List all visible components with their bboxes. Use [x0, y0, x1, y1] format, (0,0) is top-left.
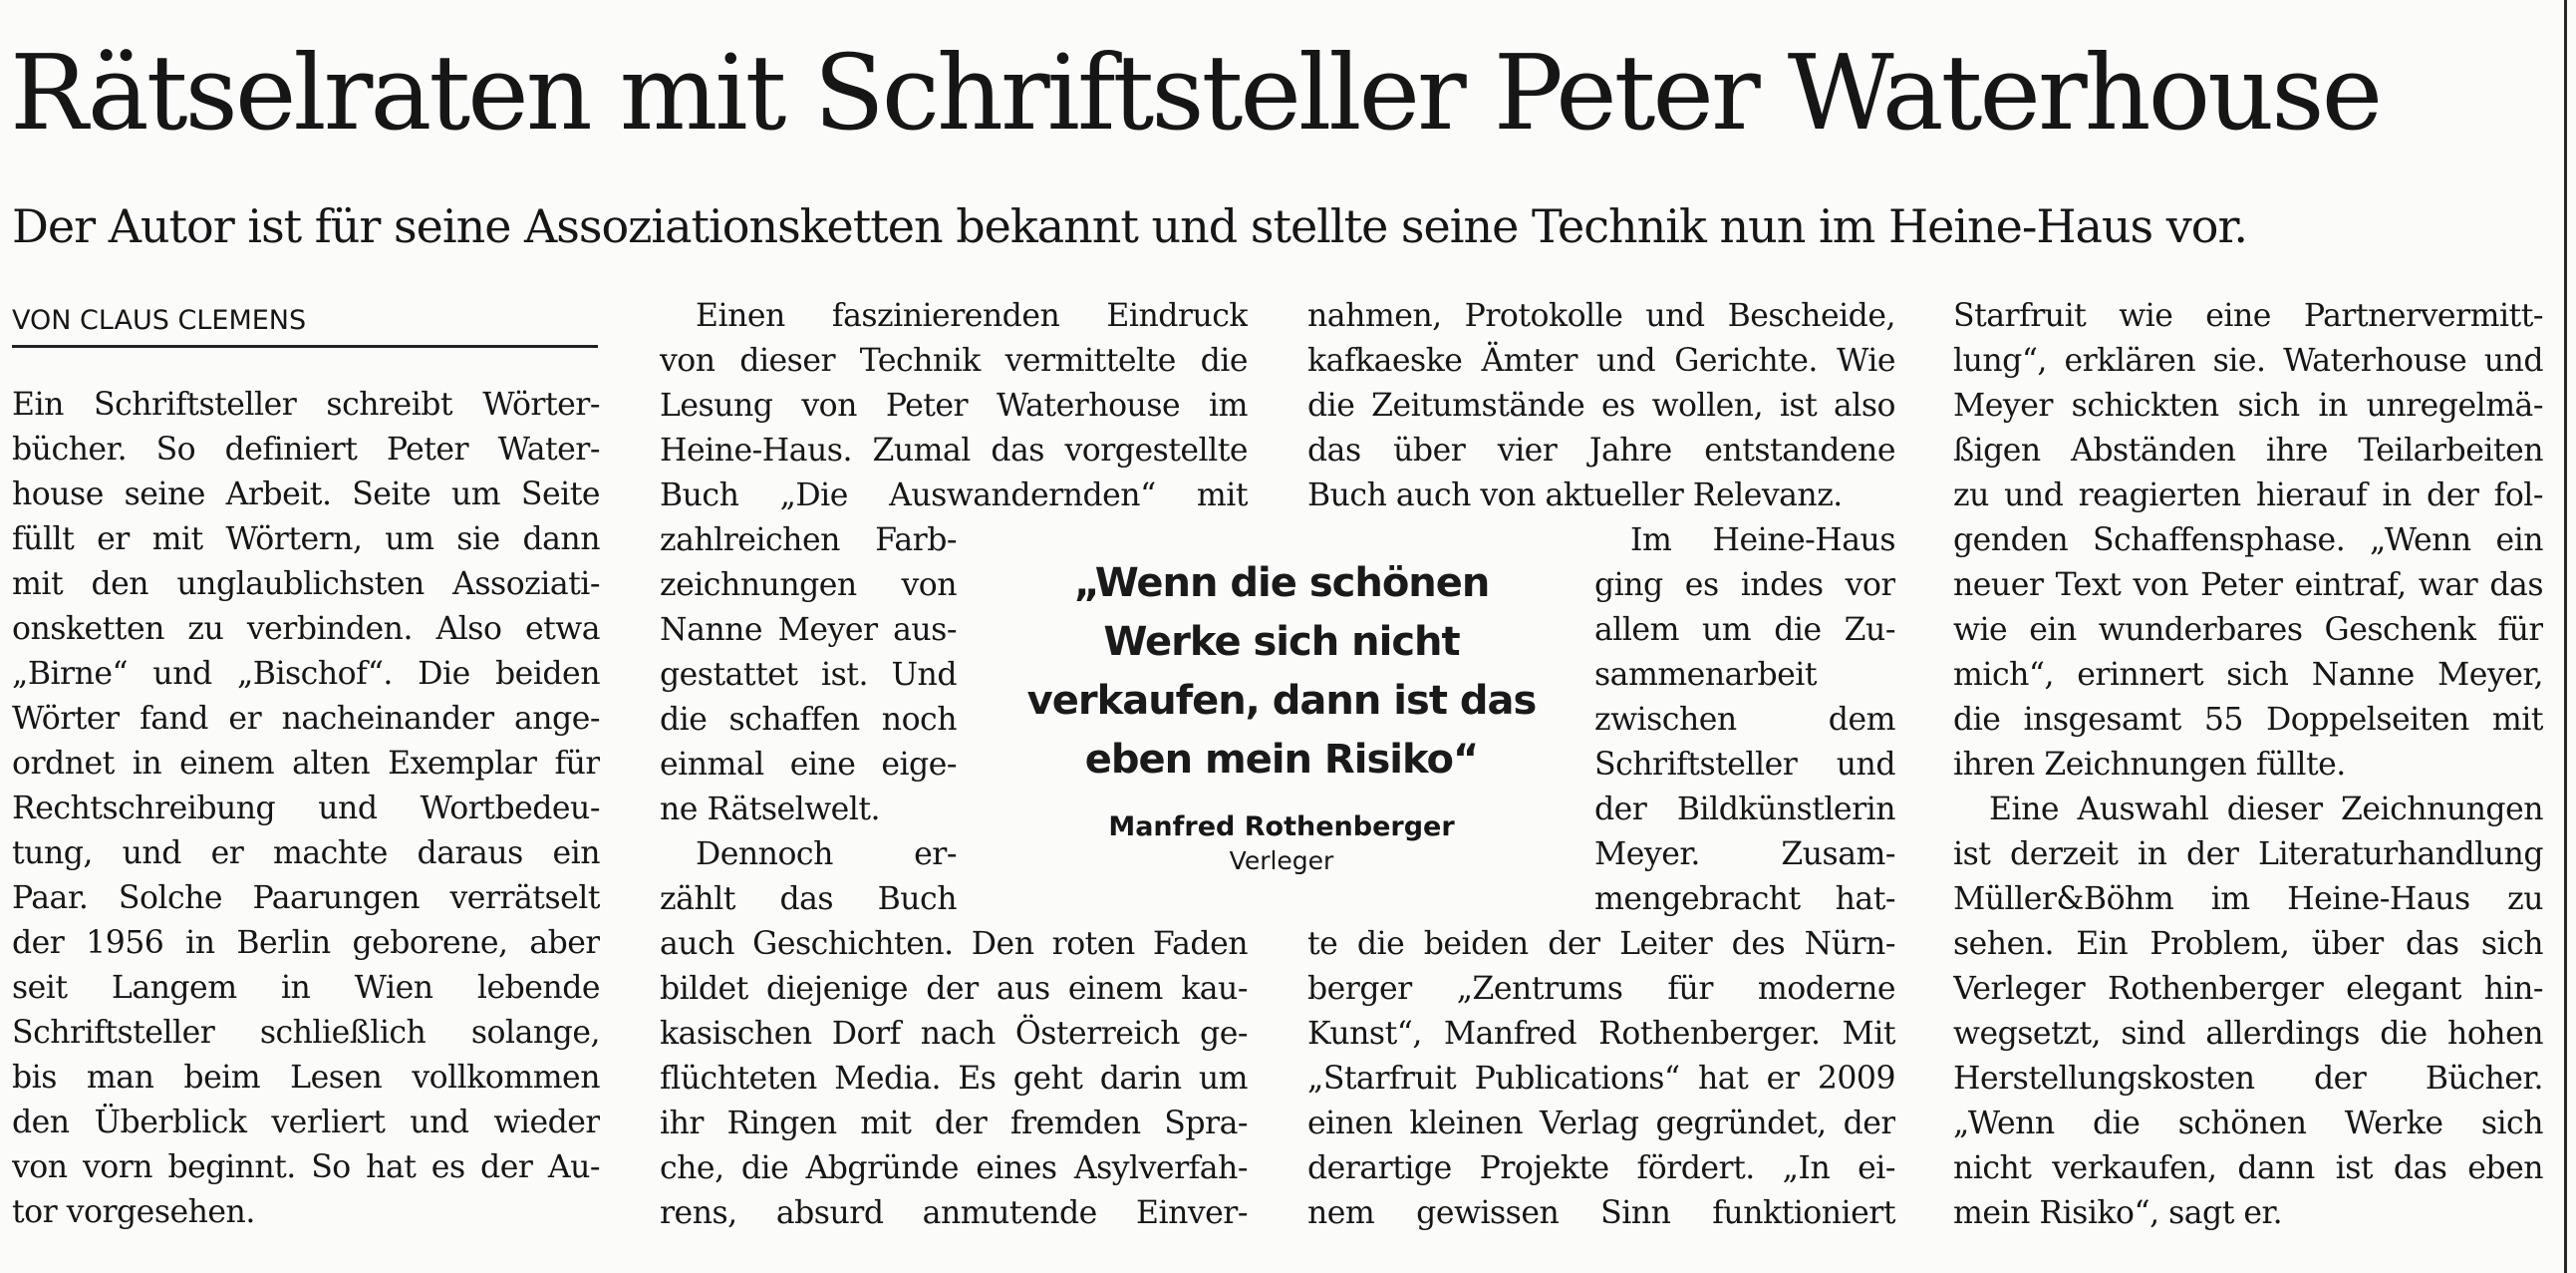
- text-line: Paar. Solche Paarungen verrätselt: [12, 880, 600, 916]
- text-line: die insgesamt 55 Doppelseiten mit: [1953, 702, 2543, 738]
- text-line: „Starfruit Publications“ hat er 2009: [1307, 1061, 1895, 1097]
- pull-quote-line: eben mein Risiko“: [1084, 737, 1479, 783]
- pull-quote-line: Werke sich nicht: [1103, 619, 1460, 665]
- text-line: zählt das Buch: [660, 881, 957, 917]
- text-line: lung“, erklären sie. Waterhouse und: [1953, 343, 2543, 379]
- text-line: die schaffen noch: [660, 702, 957, 738]
- article-column-3-narrow: [1594, 518, 1895, 922]
- text-line: Buch auch von aktueller Relevanz.: [1307, 477, 1843, 513]
- pull-quote: [999, 554, 1565, 790]
- text-line: „Wenn die schönen Werke sich: [1953, 1106, 2543, 1141]
- text-line: mich“, erinnert sich Nanne Meyer,: [1953, 657, 2543, 693]
- text-line: rens, absurd anmutende Einver-: [660, 1195, 1248, 1231]
- article-column-2-narrow: [660, 518, 957, 922]
- text-line: Müller&Böhm im Heine-Haus zu: [1953, 881, 2543, 917]
- pull-quote-line: verkaufen, dann ist das: [1026, 678, 1537, 724]
- text-line: zeichnungen von: [660, 567, 957, 603]
- text-line: flüchteten Media. Es geht darin um: [660, 1061, 1248, 1097]
- text-line: berger „Zentrums für moderne: [1307, 971, 1895, 1007]
- text-line: die Zeitumstände es wollen, ist also: [1307, 388, 1895, 424]
- text-line: füllt er mit Wörtern, um sie dann: [12, 521, 600, 557]
- text-line: Wörter fand er nacheinander ange-: [12, 701, 600, 737]
- text-line: Heine-Haus. Zumal das vorgestellte: [660, 433, 1248, 469]
- text-line: genden Schaffensphase. „Wenn ein: [1953, 522, 2543, 558]
- text-line: zwischen dem: [1594, 702, 1895, 738]
- byline: VON CLAUS CLEMENS: [12, 299, 598, 348]
- text-line: Nanne Meyer aus-: [660, 612, 957, 648]
- text-line: der Bildkünstlerin: [1594, 792, 1895, 827]
- article-column-3-bottom: [1307, 922, 1895, 1236]
- text-line: ne Rätselwelt.: [660, 792, 881, 827]
- text-line: zahlreichen Farb-: [660, 522, 957, 558]
- text-line: mein Risiko“, sagt er.: [1953, 1195, 2283, 1231]
- pull-quote-author: Manfred Rothenberger: [1108, 811, 1455, 842]
- article-column-2-top: [660, 294, 1248, 518]
- text-line: ist derzeit in der Literaturhandlung: [1953, 836, 2543, 872]
- text-line: einmal eine eige-: [660, 747, 957, 783]
- text-line: house seine Arbeit. Seite um Seite: [12, 477, 600, 512]
- text-line: nahmen, Protokolle und Bescheide,: [1307, 298, 1895, 334]
- text-line: mengebracht hat-: [1594, 881, 1895, 917]
- text-line: Eine Auswahl dieser Zeichnungen: [1989, 792, 2543, 827]
- text-line: tor vorgesehen.: [12, 1194, 255, 1230]
- text-line: von vorn beginnt. So hat es der Au-: [12, 1149, 600, 1185]
- article-column-3-top: [1307, 294, 1895, 518]
- text-line: onsketten zu verbinden. Also etwa: [12, 611, 600, 647]
- text-line: kasischen Dorf nach Österreich ge-: [660, 1016, 1248, 1052]
- text-line: sammenarbeit: [1594, 657, 1817, 693]
- text-line: ßigen Abständen ihre Teilarbeiten: [1953, 433, 2543, 469]
- article-column-2-bottom: [660, 922, 1248, 1236]
- text-line: sehen. Ein Problem, über das sich: [1953, 926, 2543, 962]
- text-line: gestattet ist. Und: [660, 657, 957, 693]
- text-line: Verleger Rothenberger elegant hin-: [1953, 971, 2543, 1007]
- text-line: Schriftsteller schließlich solange,: [12, 1015, 600, 1051]
- text-line: Herstellungskosten der Bücher.: [1953, 1061, 2543, 1097]
- text-line: tung, und er machte daraus ein: [12, 835, 600, 871]
- text-line: allem um die Zu-: [1594, 612, 1895, 648]
- text-line: Meyer schickten sich in unregelmä-: [1953, 388, 2543, 424]
- text-line: nicht verkaufen, dann ist das eben: [1953, 1150, 2543, 1186]
- text-line: von dieser Technik vermittelte die: [660, 343, 1248, 379]
- text-line: Buch „Die Auswandernden“ mit: [660, 477, 1248, 513]
- text-line: che, die Abgründe eines Asylverfah-: [660, 1150, 1248, 1186]
- pull-quote-line: „Wenn die schönen: [1073, 560, 1490, 606]
- text-line: ordnet in einem alten Exemplar für: [12, 746, 600, 782]
- text-line: Einen faszinierenden Eindruck: [696, 298, 1248, 334]
- text-line: ihr Ringen mit der fremden Spra-: [660, 1106, 1248, 1141]
- text-line: Dennoch er-: [696, 836, 957, 872]
- text-line: bis man beim Lesen vollkommen: [12, 1060, 600, 1096]
- text-line: Schriftsteller und: [1594, 747, 1895, 783]
- text-line: auch Geschichten. Den roten Faden: [660, 926, 1248, 962]
- article-column-4: [1953, 294, 2543, 1236]
- page-edge-line: [2564, 0, 2567, 1273]
- text-line: der 1956 in Berlin geborene, aber: [12, 925, 600, 961]
- subheadline: Der Autor ist für seine Assoziationsketten bekannt und stellte seine Technik nun im Heine-Haus vor.: [12, 199, 2248, 253]
- text-line: ihren Zeichnungen füllte.: [1953, 747, 2346, 783]
- article-column-1: [12, 383, 600, 1235]
- text-line: te die beiden der Leiter des Nürn-: [1307, 926, 1895, 962]
- text-line: Lesung von Peter Waterhouse im: [660, 388, 1248, 424]
- text-line: wegsetzt, sind allerdings die hohen: [1953, 1016, 2543, 1052]
- text-line: nem gewissen Sinn funktioniert: [1307, 1195, 1895, 1231]
- text-line: Meyer. Zusam-: [1594, 836, 1895, 872]
- text-line: zu und reagierten hierauf in der fol-: [1953, 477, 2543, 513]
- text-line: bücher. So definiert Peter Water-: [12, 432, 600, 468]
- text-line: neuer Text von Peter eintraf, war das: [1953, 567, 2543, 603]
- text-line: Im Heine-Haus: [1630, 522, 1895, 558]
- text-line: „Birne“ und „Bischof“. Die beiden: [12, 656, 600, 692]
- headline: Rätselraten mit Schriftsteller Peter Waterhouse: [10, 32, 2381, 154]
- text-line: Rechtschreibung und Wortbedeu-: [12, 791, 600, 826]
- text-line: den Überblick verliert und wieder: [12, 1105, 600, 1140]
- text-line: Starfruit wie eine Partnervermitt-: [1953, 298, 2543, 334]
- text-line: Kunst“, Manfred Rothenberger. Mit: [1307, 1016, 1895, 1052]
- text-line: kafkaeske Ämter und Gerichte. Wie: [1307, 343, 1895, 379]
- text-line: derartige Projekte fördert. „In ei-: [1307, 1150, 1895, 1186]
- text-line: bildet diejenige der aus einem kau-: [660, 971, 1248, 1007]
- pull-quote-author-role: Verleger: [1229, 846, 1334, 875]
- text-line: das über vier Jahre entstandene: [1307, 433, 1895, 469]
- text-line: mit den unglaublichsten Assoziati-: [12, 566, 600, 602]
- text-line: Ein Schriftsteller schreibt Wörter-: [12, 387, 600, 423]
- text-line: wie ein wunderbares Geschenk für: [1953, 612, 2543, 648]
- text-line: ging es indes vor: [1594, 567, 1895, 603]
- text-line: einen kleinen Verlag gegründet, der: [1307, 1106, 1895, 1141]
- text-line: seit Langem in Wien lebende: [12, 970, 600, 1006]
